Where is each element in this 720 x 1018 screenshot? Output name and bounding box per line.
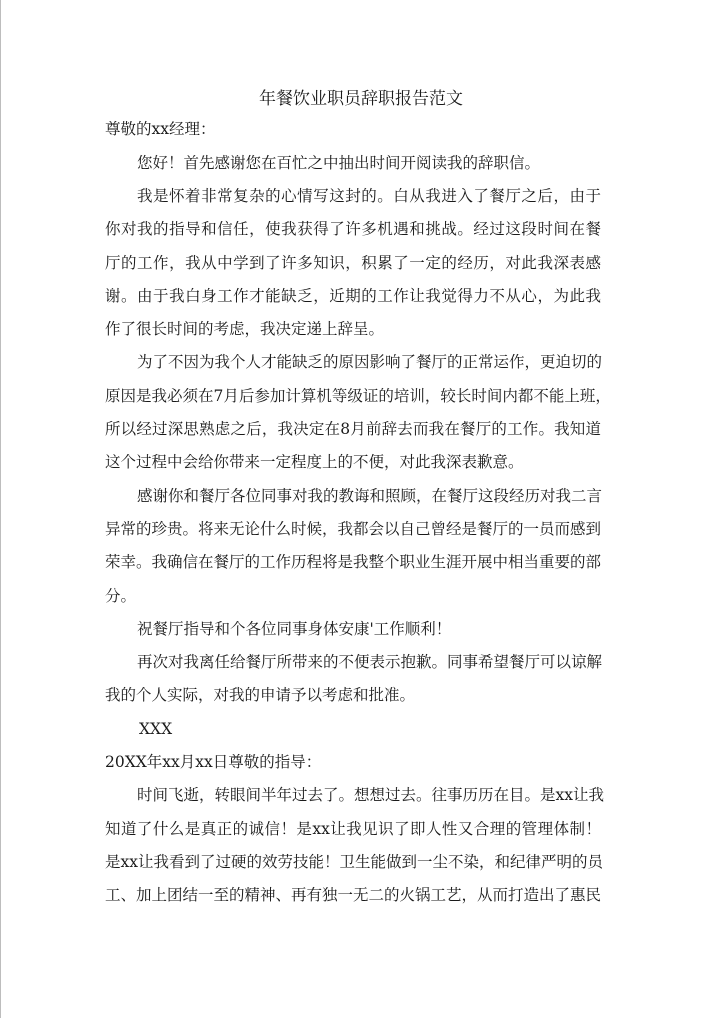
signature: XXX (139, 720, 173, 738)
para5-line-1: 时间飞逝，转眼间半年过去了。想想过去。往事历历在目。是xx让我 (137, 786, 604, 804)
wish-line: 祝餐厅指导和个各位同事身体安康'工作顺利！ (137, 620, 452, 638)
para3-line-1: 感谢你和餐厅各位同事对我的教诲和照顾，在餐厅这段经历对我二言 (137, 487, 603, 505)
para1-line-4: 谢。由于我白身工作才能缺乏，近期的工作让我觉得力不从心，为此我 (105, 287, 601, 305)
para4-line-2: 我的个人实际，对我的申请予以考虑和批准。 (105, 686, 416, 704)
para1-line-1: 我是怀着非常复杂的心情写这封的。白从我进入了餐厅之后，由于 (137, 187, 601, 205)
para5-line-4: 工、加上团结一至的精神、再有独一无二的火锅工艺，从而打造出了惠民 (105, 886, 602, 904)
para5-line-2: 知道了什么是真正的诚信！是xx让我见识了即人性又合理的管理体制！ (105, 820, 601, 838)
para1-line-2: 你对我的指导和信任，使我获得了许多机遇和挑战。经过这段时间在餐 (105, 220, 601, 238)
document-title: 年餐饮业职员辞职报告范文 (259, 89, 463, 109)
para3-line-4: 分。 (105, 587, 137, 605)
para1-line-3: 厅的工作，我从中学到了许多知识，积累了一定的经历，对此我深表感 (105, 254, 601, 272)
greeting: 您好！首先感谢您在百忙之中抽出时间开阅读我的辞职信。 (137, 154, 541, 172)
para2-line-2: 原因是我必须在7月后参加计算机等级证的培训，较长时间内都不能上班， (105, 387, 611, 405)
para5-line-3: 是xx让我看到了过硬的效劳技能！卫生能做到一尘不染，和纪律严明的员 (105, 853, 603, 871)
para1-line-5: 作了很长时间的考虑，我决定递上辞呈。 (105, 320, 385, 338)
para2-line-4: 这个过程中会给你带来一定程度上的不便，对此我深表歉意。 (105, 453, 524, 471)
para2-line-1: 为了不因为我个人才能缺乏的原因影响了餐厅的正常运作，更迫切的 (137, 353, 603, 371)
para4-line-1: 再次对我离任给餐厅所带来的不便表示抱歉。同事希望餐厅可以谅解 (137, 653, 603, 671)
date-line: 20XX年xx月xx日尊敬的指导： (105, 753, 322, 771)
salutation: 尊敬的xx经理： (105, 120, 216, 138)
para3-line-2: 异常的珍贵。将来无论什么时候，我都会以自己曾经是餐厅的一员而感到 (105, 520, 602, 538)
para2-line-3: 所以经过深思熟虑之后，我决定在8月前辞去而我在餐厅的工作。我知道 (105, 420, 601, 438)
para3-line-3: 荣幸。我确信在餐厅的工作历程将是我整个职业生涯开展中相当重要的部 (105, 553, 602, 571)
